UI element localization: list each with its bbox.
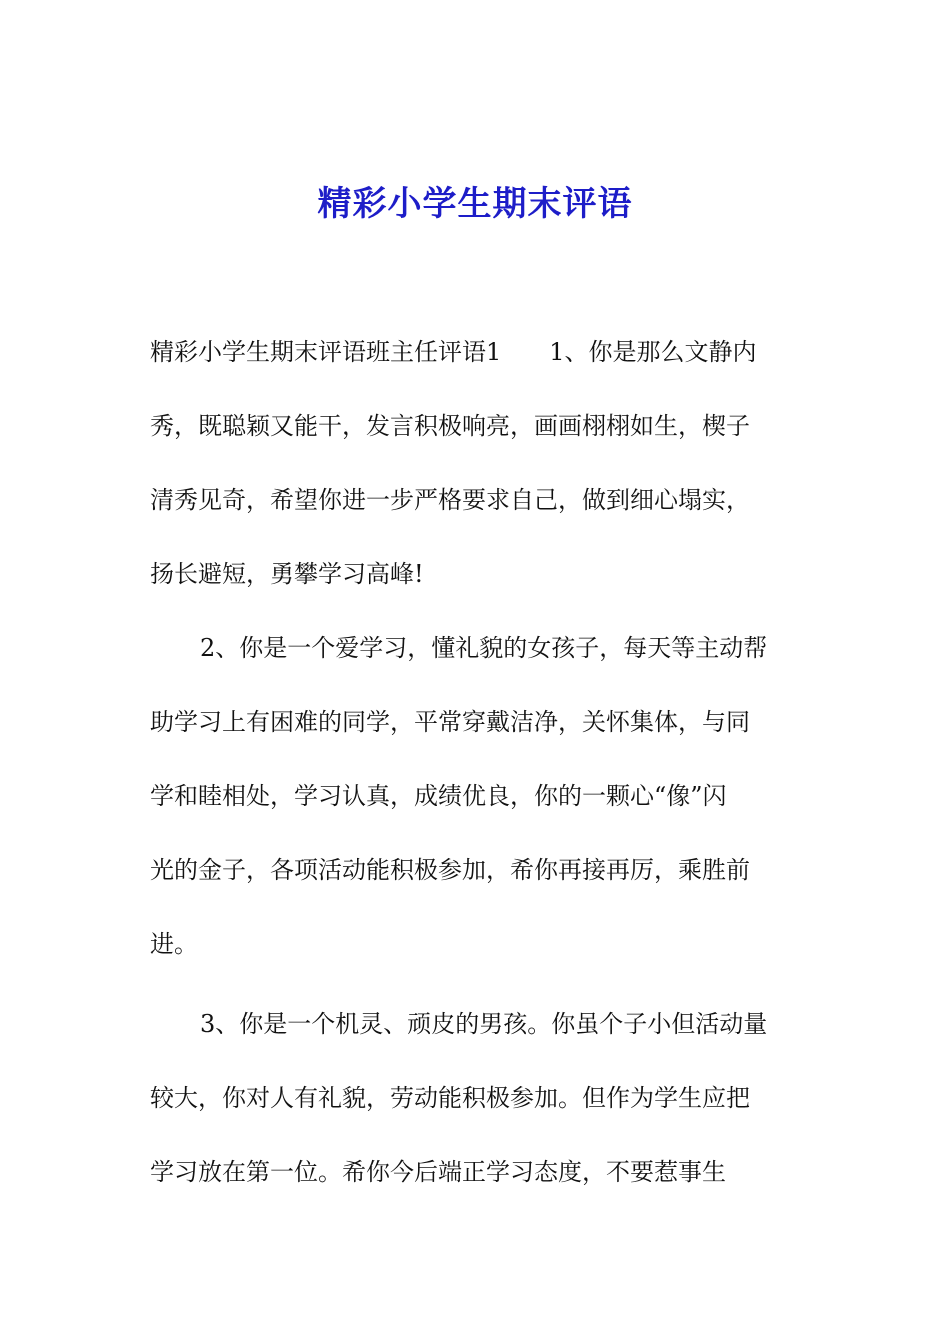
text-line: 进。 xyxy=(150,930,198,958)
document-title: 精彩小学生期末评语 xyxy=(317,184,633,224)
text-line: 较大，你对人有礼貌，劳动能积极参加。但作为学生应把 xyxy=(150,1084,750,1112)
text-line: 学习放在第一位。希你今后端正学习态度，不要惹事生 xyxy=(150,1158,726,1186)
text-line: 精彩小学生期末评语班主任评语1 1、你是那么文静内 xyxy=(150,338,757,366)
text-line: 学和睦相处，学习认真，成绩优良，你的一颗心“像”闪 xyxy=(150,782,727,810)
text-line: 3、你是一个机灵、顽皮的男孩。你虽个子小但活动量 xyxy=(200,1010,768,1038)
text-line: 秀，既聪颖又能干，发言积极响亮，画画栩栩如生，楔子 xyxy=(150,412,750,440)
text-line: 2、你是一个爱学习，懂礼貌的女孩子，每天等主动帮 xyxy=(200,634,768,662)
text-line: 扬长避短，勇攀学习高峰! xyxy=(150,560,424,588)
text-line: 光的金子，各项活动能积极参加，希你再接再厉，乘胜前 xyxy=(150,856,750,884)
text-line: 助学习上有困难的同学，平常穿戴洁净，关怀集体，与同 xyxy=(150,708,750,736)
text-line: 清秀见奇，希望你进一步严格要求自己，做到细心塌实， xyxy=(150,486,750,514)
